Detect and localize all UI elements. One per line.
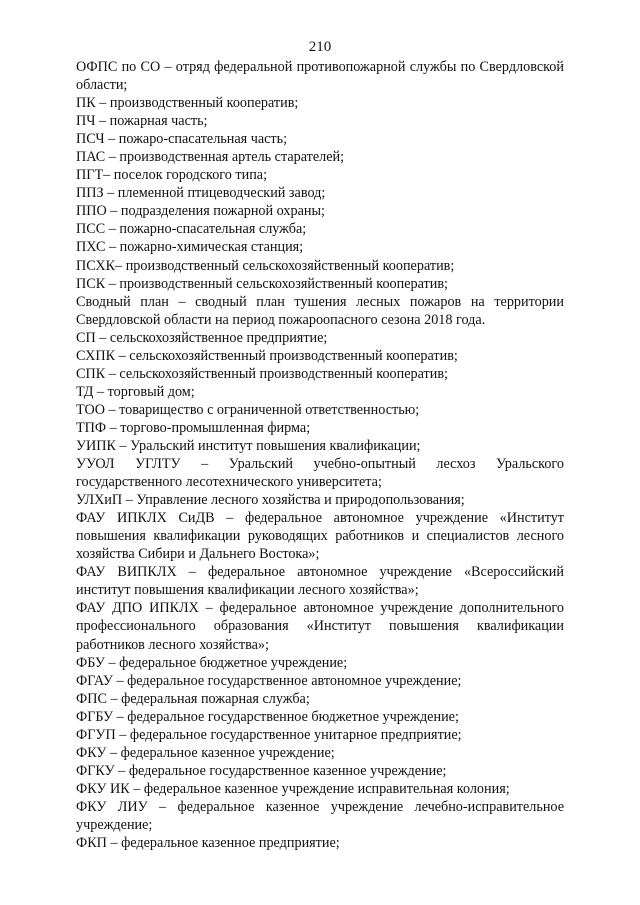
list-item: ФГУП – федеральное государственное унитарное предприятие; [76, 726, 462, 743]
page-number: 210 [308, 39, 332, 55]
list-item: Сводный план – сводный план тушения лесных пожаров на территории Свердловской области на период пожароопасного сезона 2018 года. [76, 293, 564, 328]
list-item: ФБУ – федеральное бюджетное учреждение; [76, 654, 348, 671]
list-item: ФКУ – федеральное казенное учреждение; [76, 744, 335, 761]
list-item: УИПК – Уральский институт повышения квалификации; [76, 437, 421, 454]
list-item: ФГБУ – федеральное государственное бюджетное учреждение; [76, 708, 459, 725]
list-item: ПХС – пожарно-химическая станция; [76, 239, 304, 256]
list-item: ПК – производственный кооператив; [76, 95, 299, 112]
list-item: УЛХиП – Управление лесного хозяйства и природопользования; [76, 492, 465, 509]
list-item: ТПФ – торгово-промышленная фирма; [76, 419, 311, 436]
list-item: ТД – торговый дом; [76, 383, 195, 400]
list-item: СПК – сельскохозяйственный производственный кооператив; [76, 365, 448, 382]
list-item: ППЗ – племенной птицеводческий завод; [76, 185, 326, 202]
list-item: ПСС – пожарно-спасательная служба; [76, 221, 307, 238]
list-item: ФПС – федеральная пожарная служба; [76, 690, 310, 707]
list-item: ПСК – производственный сельскохозяйственный кооператив; [76, 275, 448, 292]
list-item: ФГКУ – федеральное государственное казенное учреждение; [76, 762, 447, 779]
list-item: ФАУ ДПО ИПКЛХ – федеральное автономное учреждение дополнительного профессионального образования «Институт повышения квалификации работников лесного хозяйства»; [76, 600, 564, 653]
list-item: ПАС – производственная артель старателей; [76, 149, 345, 166]
abbreviation-list [76, 58, 564, 852]
list-item: ФКУ ИК – федеральное казенное учреждение исправительная колония; [76, 780, 510, 797]
list-item: ФГАУ – федеральное государственное автономное учреждение; [76, 672, 462, 689]
list-item: ФАУ ВИПКЛХ – федеральное автономное учреждение «Всероссийский институт повышения квалификации лесного хозяйства»; [76, 564, 564, 599]
list-item: ФКУ ЛИУ – федеральное казенное учреждение лечебно-исправительное учреждение; [76, 798, 564, 833]
list-item: ФАУ ИПКЛХ СиДВ – федеральное автономное учреждение «Институт повышения квалификации руководящих работников и специалистов лесного хозяйства Сибири и Дальнего Востока»; [76, 510, 564, 563]
list-item: ППО – подразделения пожарной охраны; [76, 203, 325, 220]
list-item: ПСЧ – пожаро-спасательная часть; [76, 131, 288, 148]
list-item: ТОО – товарищество с ограниченной ответственностью; [76, 401, 420, 418]
list-item: ОФПС по СО – отряд федеральной противопожарной службы по Свердловской области; [76, 59, 564, 94]
list-item: ФКП – федеральное казенное предприятие; [76, 835, 340, 852]
list-item: СП – сельскохозяйственное предприятие; [76, 329, 328, 346]
list-item: УУОЛ УГЛТУ – Уральский учебно-опытный лесхоз Уральского государственного лесотехнического университета; [76, 456, 564, 491]
list-item: ПСХК– производственный сельскохозяйственный кооператив; [76, 257, 455, 274]
list-item: СХПК – сельскохозяйственный производственный кооператив; [76, 347, 458, 364]
list-item: ПЧ – пожарная часть; [76, 113, 208, 130]
list-item: ПГТ– поселок городского типа; [76, 167, 268, 184]
